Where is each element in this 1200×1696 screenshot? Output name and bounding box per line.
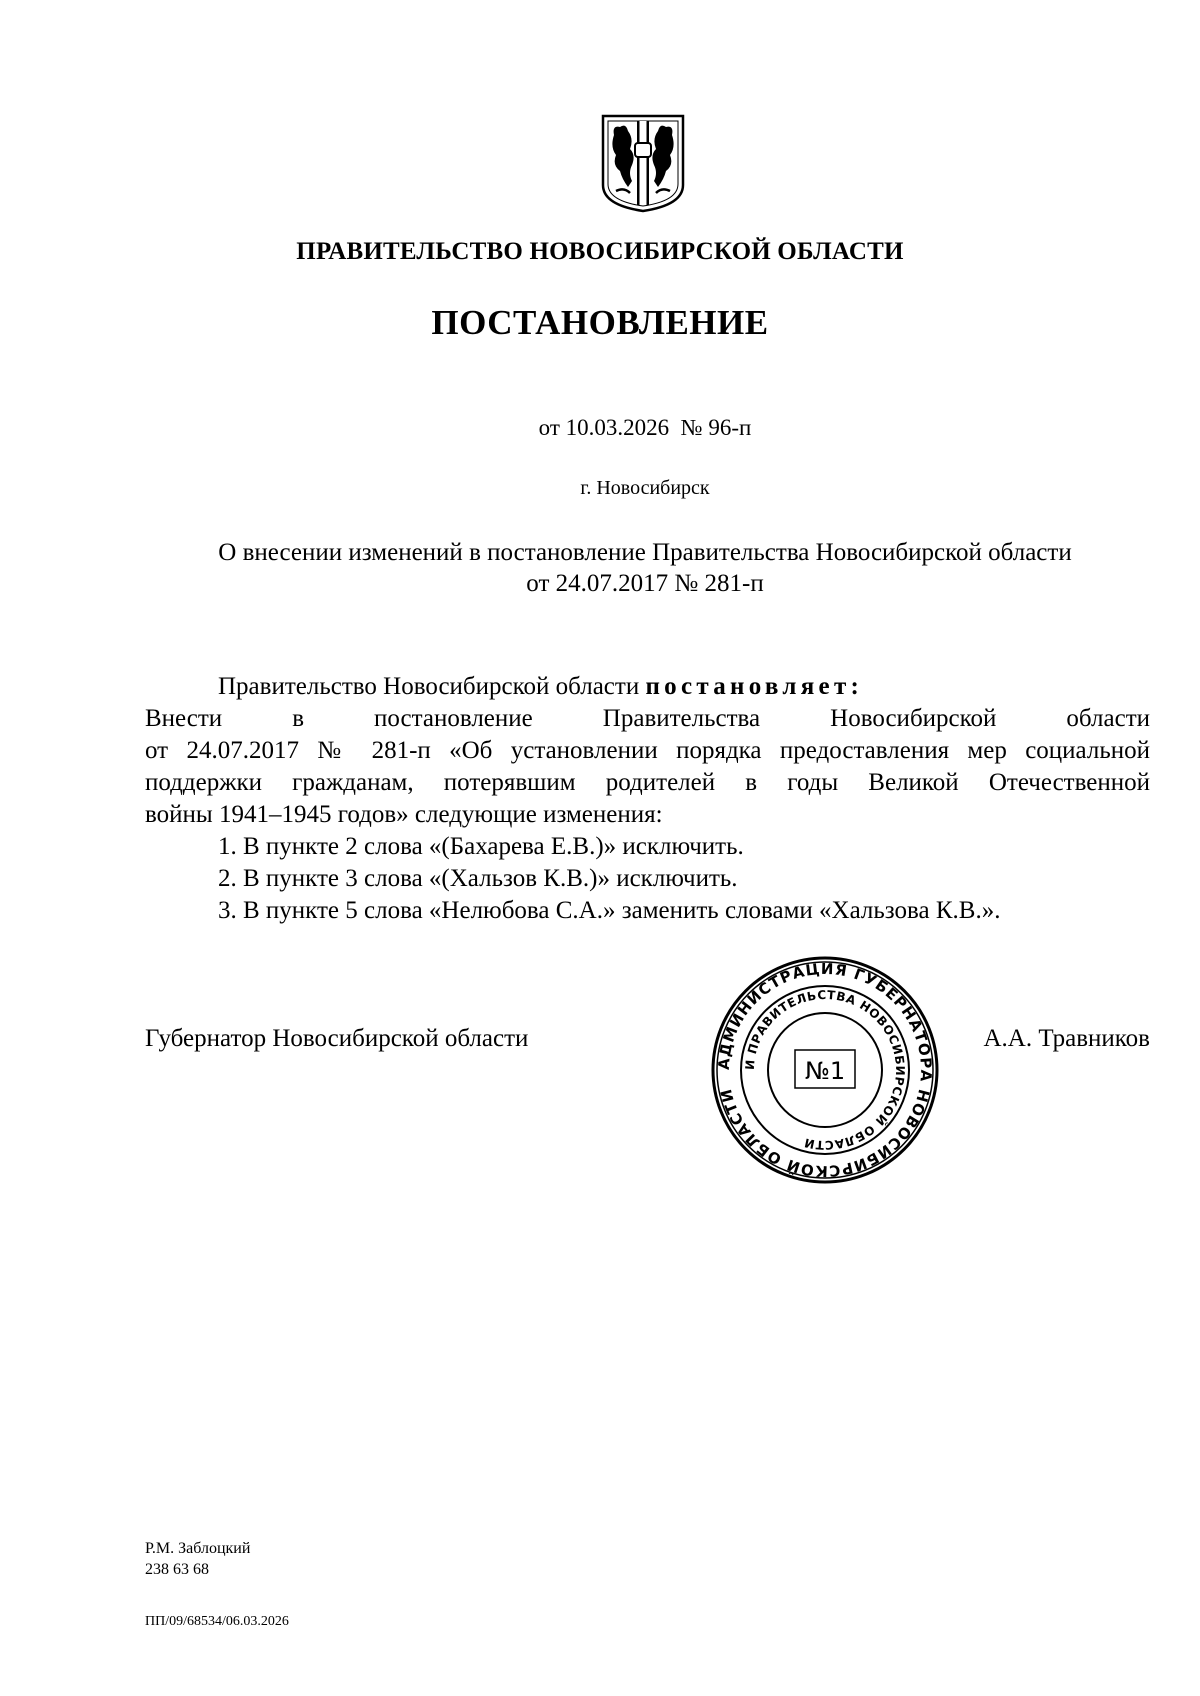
change-item: 3. В пункте 5 слова «Нелюбова С.А.» заменить словами «Хальзова К.В.». xyxy=(218,897,1001,924)
stamp-number: №1 xyxy=(804,1057,846,1085)
paragraph-line: от 24.07.2017 № 281-п «Об установлении порядка предоставления мер социальной xyxy=(145,737,1150,764)
stamp-inner-text: И ПРАВИТЕЛЬСТВА НОВОСИБИРСКОЙ ОБЛАСТИ xyxy=(742,987,908,1153)
change-item: 1. В пункте 2 слова «(Бахарева Е.В.)» исключить. xyxy=(218,833,744,860)
document-date-number: от 10.03.2026 № 96-п xyxy=(538,415,752,440)
resolves-word: постановляет: xyxy=(645,673,864,700)
organization-name: ПРАВИТЕЛЬСТВО НОВОСИБИРСКОЙ ОБЛАСТИ xyxy=(296,238,904,265)
subject-line-1: О внесении изменений в постановление Правительства Новосибирской области xyxy=(218,539,1072,566)
document-code: ПП/09/68534/06.03.2026 xyxy=(145,1614,289,1629)
executor-name: Р.М. Заблоцкий xyxy=(145,1540,251,1557)
signatory-name: А.А. Травников xyxy=(983,1025,1150,1052)
document-type: ПОСТАНОВЛЕНИЕ xyxy=(431,303,769,342)
resolution-intro xyxy=(218,671,863,702)
change-item: 2. В пункте 3 слова «(Хальзов К.В.)» исключить. xyxy=(218,865,738,892)
executor-phone: 238 63 68 xyxy=(145,1561,209,1578)
document-city: г. Новосибирск xyxy=(580,477,710,499)
stamp-outer-text: АДМИНИСТРАЦИЯ ГУБЕРНАТОРА НОВОСИБИРСКОЙ ОБЛАСТИ xyxy=(714,959,936,1181)
subject-line-2: от 24.07.2017 № 281-п xyxy=(526,570,764,597)
official-stamp xyxy=(710,955,940,1185)
paragraph-line: поддержки гражданам, потерявшим родителей в годы Великой Отечественной xyxy=(145,769,1150,796)
coat-of-arms-novosibirsk-icon xyxy=(600,113,686,213)
paragraph-line: войны 1941–1945 годов» следующие изменения: xyxy=(145,801,663,828)
paragraph-line: Внести в постановление Правительства Новосибирской области xyxy=(145,705,1150,732)
document-subject xyxy=(40,537,1200,599)
signatory-position: Губернатор Новосибирской области xyxy=(145,1025,529,1052)
intro-text: Правительство Новосибирской области xyxy=(218,673,640,700)
